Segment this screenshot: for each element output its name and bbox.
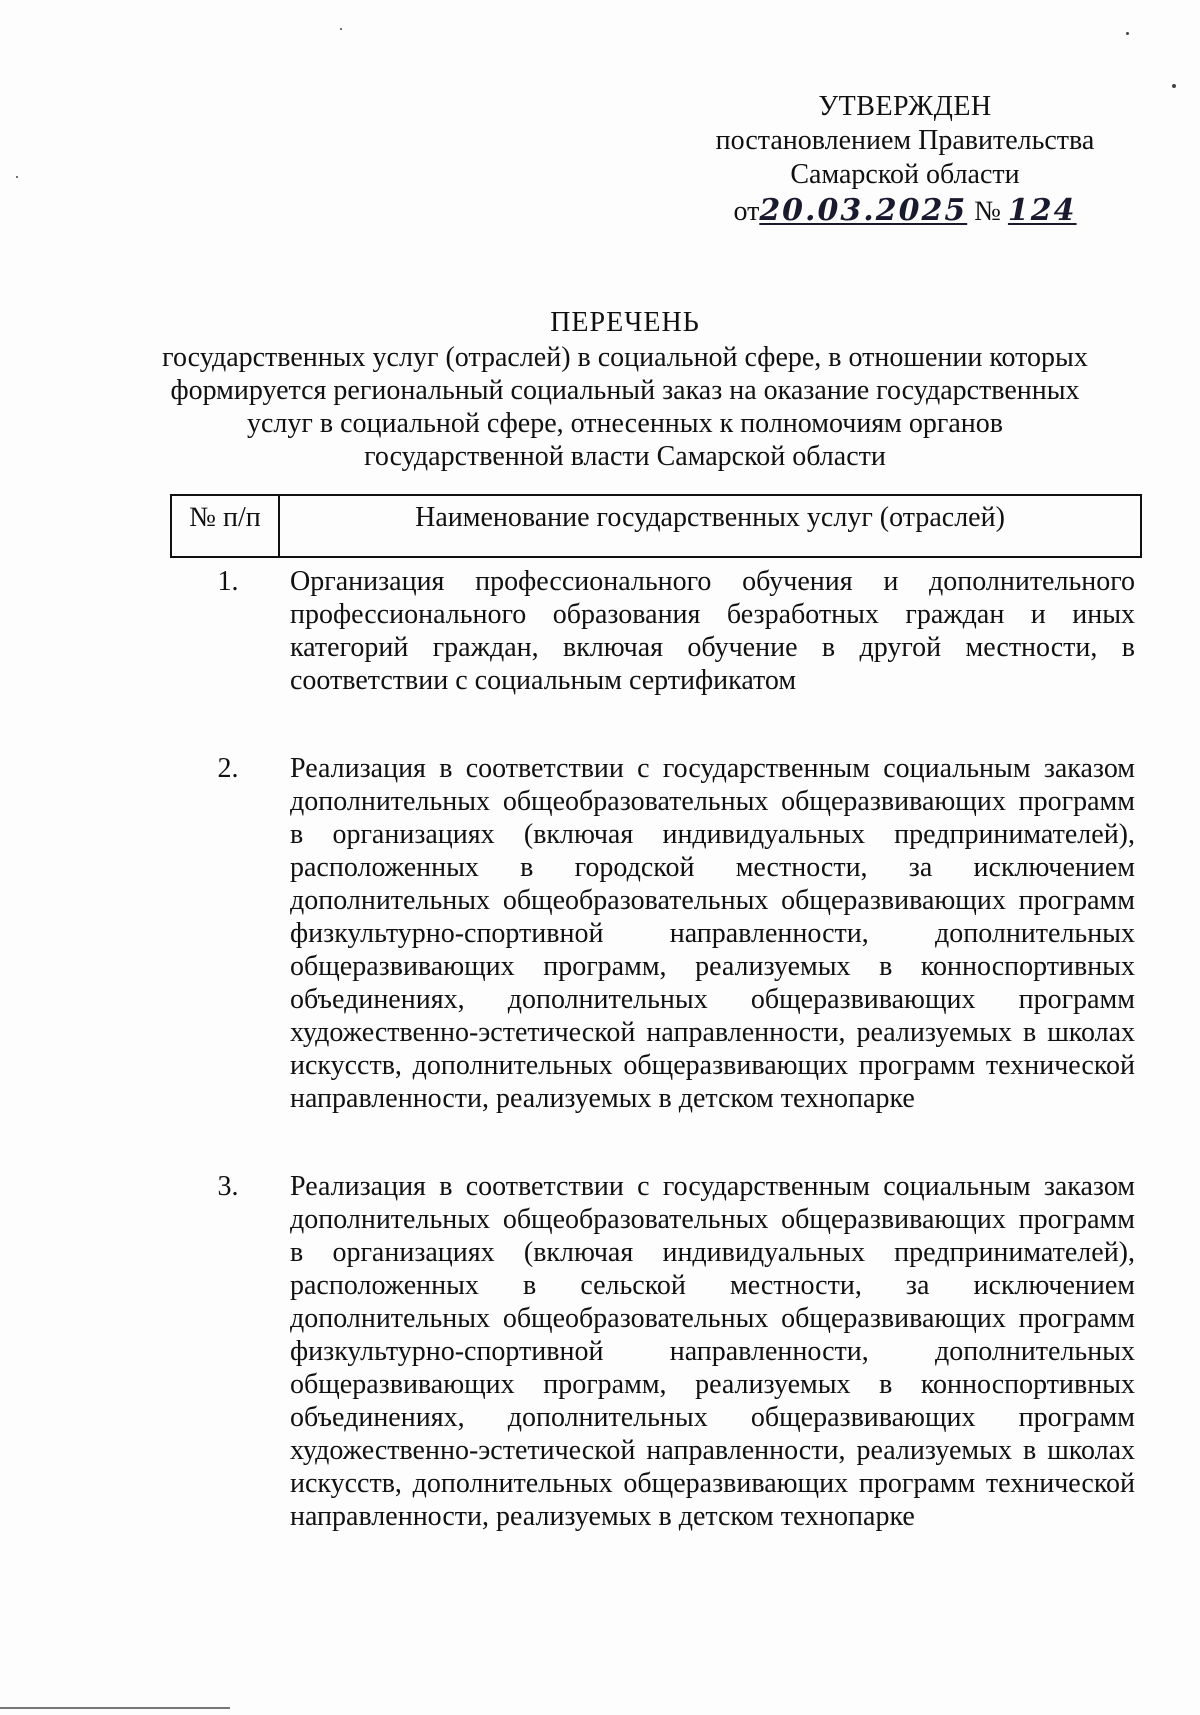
handwritten-date: 20.03.2025	[759, 193, 968, 228]
list-item	[170, 752, 1142, 1115]
item-text: Реализация в соответствии с государственным социальным заказом дополнительных общеобразовательных общеразвивающих программ в организациях (включая индивидуальных предпринимателей), расположенных в городской местности, за исключением дополнительных общеобразовательных общеразвивающих программ физкультурно-спортивной направленности, дополнительных общеразвивающих программ, реализуемых в конноспортивных объединениях, дополнительных общеразвивающих программ художественно-эстетической направленности, реализуемых в школах искусств, дополнительных общеразвивающих программ технической направленности, реализуемых в детском технопарке	[290, 753, 1135, 1114]
item-number: 1.	[217, 566, 239, 597]
item-text: Организация профессионального обучения и дополнительного профессионального образования безработных граждан и иных категорий граждан, включая обучение в другой местности, в соответствии с социальным сертификатом	[290, 566, 1135, 696]
title-line-1: государственных услуг (отраслей) в социальной сфере, в отношении которых	[162, 342, 1088, 373]
title-line-3: услуг в социальной сфере, отнесенных к полномочиям органов	[246, 408, 1004, 439]
list-item	[170, 565, 1142, 697]
services-list	[170, 565, 1142, 1533]
scan-edge-line	[0, 1707, 230, 1709]
list-item	[170, 1170, 1142, 1533]
approval-heading: УТВЕРЖДЕН	[818, 91, 992, 122]
document-title	[150, 306, 1100, 473]
header-num: № п/п	[172, 496, 280, 556]
scan-speck	[1126, 32, 1129, 35]
item-number: 2.	[217, 753, 239, 784]
item-number: 3.	[217, 1171, 239, 1202]
approval-stamp	[690, 90, 1120, 229]
approval-line-1: постановлением Правительства	[715, 125, 1095, 156]
title-line-2: формируется региональный социальный заказ на оказание государственных	[170, 375, 1080, 406]
scan-speck	[16, 176, 18, 178]
table-header	[170, 494, 1142, 558]
header-name: Наименование государственных услуг (отраслей)	[415, 502, 1005, 533]
number-label: №	[974, 196, 1001, 227]
approval-line-2: Самарской области	[790, 159, 1020, 190]
scan-speck	[340, 28, 342, 30]
handwritten-number: 124	[1007, 193, 1077, 228]
title-line-4: государственной власти Самарской области	[364, 441, 886, 472]
item-text: Реализация в соответствии с государственным социальным заказом дополнительных общеобразовательных общеразвивающих программ в организациях (включая индивидуальных предпринимателей), расположенных в сельской местности, за исключением дополнительных общеобразовательных общеразвивающих программ физкультурно-спортивной направленности, дополнительных общеразвивающих программ, реализуемых в конноспортивных объединениях, дополнительных общеразвивающих программ художественно-эстетической направленности, реализуемых в школах искусств, дополнительных общеразвивающих программ технической направленности, реализуемых в детском технопарке	[290, 1171, 1135, 1532]
title-caption: ПЕРЕЧЕНЬ	[550, 307, 700, 338]
date-prefix: от	[733, 196, 760, 227]
scan-speck	[1172, 84, 1176, 88]
approval-date-line	[690, 194, 1120, 229]
